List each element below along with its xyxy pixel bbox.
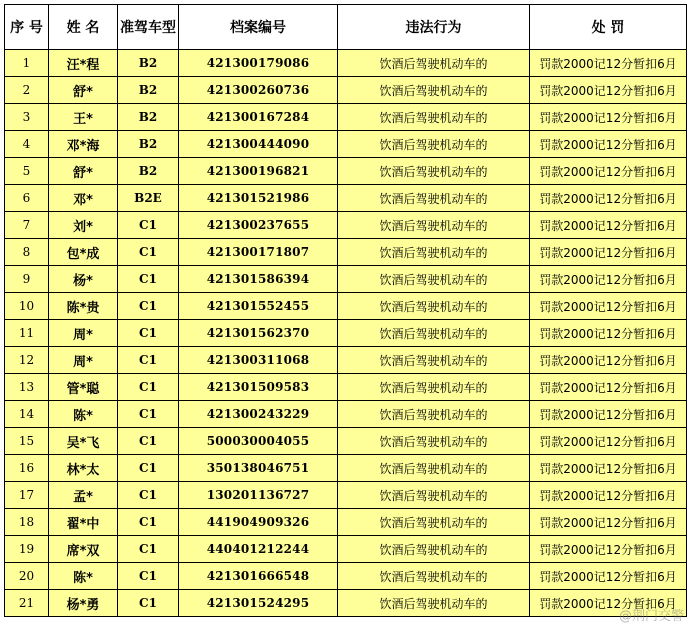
file-number-cell: 421300196821 (179, 158, 338, 185)
row-number-cell: 13 (5, 374, 49, 401)
file-number-cell: 421301509583 (179, 374, 338, 401)
penalty-cell: 罚款2000记12分暂扣6月 (530, 455, 687, 482)
row-number-cell: 4 (5, 131, 49, 158)
table-row (5, 374, 687, 401)
driver-name-cell: 包*成 (49, 239, 118, 266)
table-row (5, 590, 687, 617)
file-number-cell: 421300444090 (179, 131, 338, 158)
table-row (5, 563, 687, 590)
penalty-cell: 罚款2000记12分暂扣6月 (530, 401, 687, 428)
row-number-cell: 3 (5, 104, 49, 131)
row-number-cell: 1 (5, 50, 49, 77)
driver-name-cell: 舒* (49, 158, 118, 185)
table-row (5, 455, 687, 482)
penalty-cell: 罚款2000记12分暂扣6月 (530, 185, 687, 212)
license-type-cell: C1 (118, 590, 179, 617)
license-type-cell: C1 (118, 536, 179, 563)
row-number-cell: 18 (5, 509, 49, 536)
driver-name-cell: 林*太 (49, 455, 118, 482)
file-number-cell: 350138046751 (179, 455, 338, 482)
license-type-cell: C1 (118, 401, 179, 428)
license-type-cell: C1 (118, 455, 179, 482)
license-type-cell: B2 (118, 131, 179, 158)
file-number-cell: 441904909326 (179, 509, 338, 536)
table-row (5, 293, 687, 320)
file-number-cell: 130201136727 (179, 482, 338, 509)
row-number-cell: 14 (5, 401, 49, 428)
license-type-cell: C1 (118, 428, 179, 455)
row-number-cell: 2 (5, 77, 49, 104)
license-type-cell: C1 (118, 320, 179, 347)
table-row (5, 185, 687, 212)
row-number-cell: 16 (5, 455, 49, 482)
file-number-cell: 421300311068 (179, 347, 338, 374)
penalty-cell: 罚款2000记12分暂扣6月 (530, 131, 687, 158)
violation-cell: 饮酒后驾驶机动车的 (338, 104, 530, 131)
table-row (5, 131, 687, 158)
driver-name-cell: 吴*飞 (49, 428, 118, 455)
driver-name-cell: 陈* (49, 563, 118, 590)
row-number-cell: 7 (5, 212, 49, 239)
license-type-cell: C1 (118, 374, 179, 401)
row-number-cell: 17 (5, 482, 49, 509)
license-type-cell: B2 (118, 77, 179, 104)
table-row (5, 158, 687, 185)
table-row (5, 239, 687, 266)
table-row (5, 50, 687, 77)
penalty-cell: 罚款2000记12分暂扣6月 (530, 104, 687, 131)
violation-cell: 饮酒后驾驶机动车的 (338, 50, 530, 77)
header-number: 序 号 (5, 5, 49, 50)
driver-name-cell: 邓* (49, 185, 118, 212)
file-number-cell: 421301524295 (179, 590, 338, 617)
table-row (5, 320, 687, 347)
license-type-cell: C1 (118, 266, 179, 293)
license-type-cell: B2E (118, 185, 179, 212)
license-type-cell: C1 (118, 212, 179, 239)
license-type-cell: C1 (118, 347, 179, 374)
file-number-cell: 421301586394 (179, 266, 338, 293)
row-number-cell: 12 (5, 347, 49, 374)
violation-cell: 饮酒后驾驶机动车的 (338, 77, 530, 104)
penalty-cell: 罚款2000记12分暂扣6月 (530, 266, 687, 293)
license-type-cell: C1 (118, 563, 179, 590)
file-number-cell: 440401212244 (179, 536, 338, 563)
table-row (5, 77, 687, 104)
violation-cell: 饮酒后驾驶机动车的 (338, 590, 530, 617)
penalty-cell: 罚款2000记12分暂扣6月 (530, 374, 687, 401)
violation-cell: 饮酒后驾驶机动车的 (338, 293, 530, 320)
violation-sheet (4, 4, 686, 617)
file-number-cell: 421301562370 (179, 320, 338, 347)
penalty-cell: 罚款2000记12分暂扣6月 (530, 347, 687, 374)
file-number-cell: 421300237655 (179, 212, 338, 239)
driver-name-cell: 王* (49, 104, 118, 131)
penalty-cell: 罚款2000记12分暂扣6月 (530, 293, 687, 320)
row-number-cell: 9 (5, 266, 49, 293)
file-number-cell: 421300167284 (179, 104, 338, 131)
header-violation: 违法行为 (338, 5, 530, 50)
violation-table (4, 4, 687, 617)
violation-cell: 饮酒后驾驶机动车的 (338, 212, 530, 239)
row-number-cell: 8 (5, 239, 49, 266)
table-row (5, 509, 687, 536)
row-number-cell: 15 (5, 428, 49, 455)
driver-name-cell: 汪*程 (49, 50, 118, 77)
penalty-cell: 罚款2000记12分暂扣6月 (530, 320, 687, 347)
file-number-cell: 421300260736 (179, 77, 338, 104)
table-body (5, 50, 687, 617)
file-number-cell: 421301521986 (179, 185, 338, 212)
driver-name-cell: 邓*海 (49, 131, 118, 158)
penalty-cell: 罚款2000记12分暂扣6月 (530, 428, 687, 455)
penalty-cell: 罚款2000记12分暂扣6月 (530, 77, 687, 104)
driver-name-cell: 陈* (49, 401, 118, 428)
driver-name-cell: 刘* (49, 212, 118, 239)
row-number-cell: 5 (5, 158, 49, 185)
violation-cell: 饮酒后驾驶机动车的 (338, 536, 530, 563)
violation-cell: 饮酒后驾驶机动车的 (338, 239, 530, 266)
license-type-cell: C1 (118, 293, 179, 320)
violation-cell: 饮酒后驾驶机动车的 (338, 482, 530, 509)
penalty-cell: 罚款2000记12分暂扣6月 (530, 509, 687, 536)
driver-name-cell: 舒* (49, 77, 118, 104)
penalty-cell: 罚款2000记12分暂扣6月 (530, 50, 687, 77)
license-type-cell: B2 (118, 104, 179, 131)
table-row (5, 482, 687, 509)
file-number-cell: 421301666548 (179, 563, 338, 590)
row-number-cell: 6 (5, 185, 49, 212)
violation-cell: 饮酒后驾驶机动车的 (338, 455, 530, 482)
penalty-cell: 罚款2000记12分暂扣6月 (530, 482, 687, 509)
violation-cell: 饮酒后驾驶机动车的 (338, 401, 530, 428)
file-number-cell: 421301552455 (179, 293, 338, 320)
header-penalty: 处 罚 (530, 5, 687, 50)
penalty-cell: 罚款2000记12分暂扣6月 (530, 212, 687, 239)
driver-name-cell: 翟*中 (49, 509, 118, 536)
driver-name-cell: 杨*勇 (49, 590, 118, 617)
driver-name-cell: 周* (49, 320, 118, 347)
penalty-cell: 罚款2000记12分暂扣6月 (530, 590, 687, 617)
row-number-cell: 19 (5, 536, 49, 563)
penalty-cell: 罚款2000记12分暂扣6月 (530, 239, 687, 266)
license-type-cell: B2 (118, 50, 179, 77)
violation-cell: 饮酒后驾驶机动车的 (338, 563, 530, 590)
penalty-cell: 罚款2000记12分暂扣6月 (530, 536, 687, 563)
violation-cell: 饮酒后驾驶机动车的 (338, 374, 530, 401)
violation-cell: 饮酒后驾驶机动车的 (338, 266, 530, 293)
license-type-cell: C1 (118, 239, 179, 266)
watermark-text: @荆门交警 (618, 609, 684, 624)
penalty-cell: 罚款2000记12分暂扣6月 (530, 158, 687, 185)
table-row (5, 104, 687, 131)
violation-cell: 饮酒后驾驶机动车的 (338, 158, 530, 185)
driver-name-cell: 周* (49, 347, 118, 374)
row-number-cell: 10 (5, 293, 49, 320)
license-type-cell: C1 (118, 482, 179, 509)
violation-cell: 饮酒后驾驶机动车的 (338, 131, 530, 158)
table-row (5, 347, 687, 374)
driver-name-cell: 陈*贵 (49, 293, 118, 320)
file-number-cell: 421300243229 (179, 401, 338, 428)
table-row (5, 428, 687, 455)
license-type-cell: B2 (118, 158, 179, 185)
violation-cell: 饮酒后驾驶机动车的 (338, 509, 530, 536)
penalty-cell: 罚款2000记12分暂扣6月 (530, 563, 687, 590)
table-row (5, 536, 687, 563)
row-number-cell: 11 (5, 320, 49, 347)
driver-name-cell: 席*双 (49, 536, 118, 563)
table-row (5, 266, 687, 293)
driver-name-cell: 管*聪 (49, 374, 118, 401)
header-file-number: 档案编号 (179, 5, 338, 50)
header-row (5, 5, 687, 50)
header-license-type: 准驾车型 (118, 5, 179, 50)
file-number-cell: 421300171807 (179, 239, 338, 266)
driver-name-cell: 孟* (49, 482, 118, 509)
violation-cell: 饮酒后驾驶机动车的 (338, 185, 530, 212)
violation-cell: 饮酒后驾驶机动车的 (338, 347, 530, 374)
license-type-cell: C1 (118, 509, 179, 536)
header-name: 姓 名 (49, 5, 118, 50)
file-number-cell: 421300179086 (179, 50, 338, 77)
violation-cell: 饮酒后驾驶机动车的 (338, 428, 530, 455)
table-row (5, 401, 687, 428)
violation-cell: 饮酒后驾驶机动车的 (338, 320, 530, 347)
file-number-cell: 500030004055 (179, 428, 338, 455)
table-row (5, 212, 687, 239)
row-number-cell: 20 (5, 563, 49, 590)
driver-name-cell: 杨* (49, 266, 118, 293)
row-number-cell: 21 (5, 590, 49, 617)
